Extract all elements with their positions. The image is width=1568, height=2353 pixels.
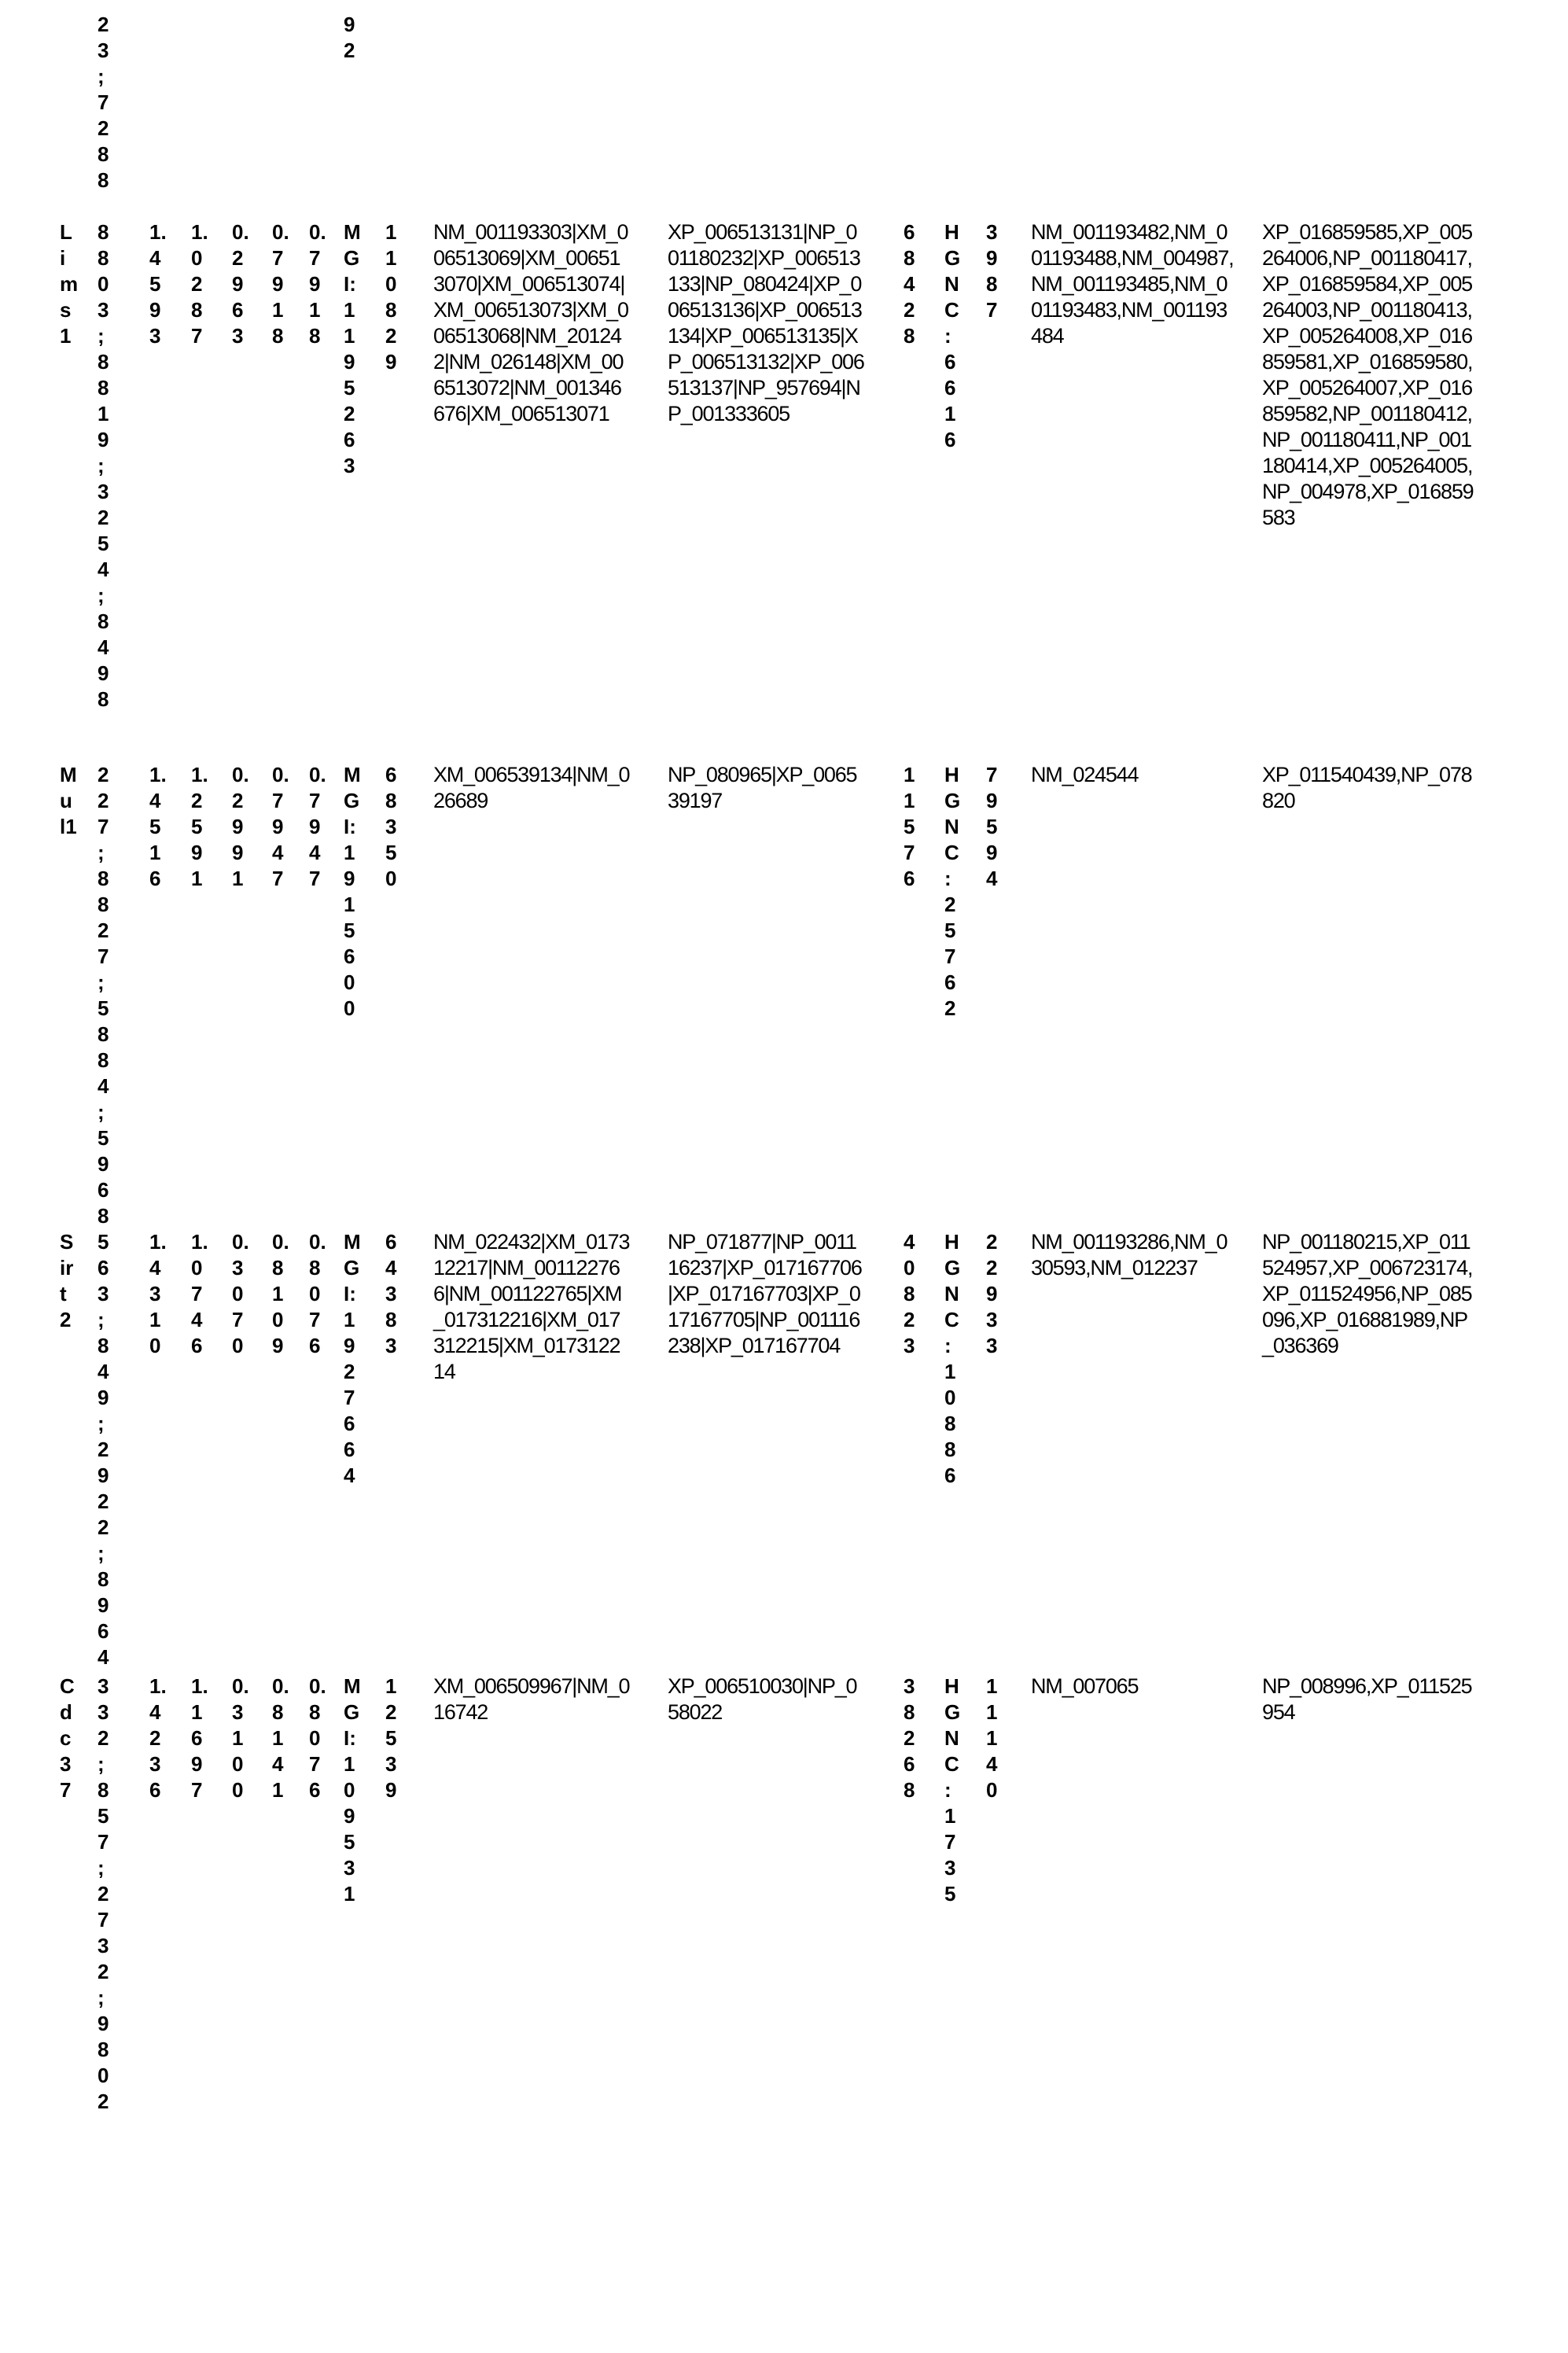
human-number: 3987	[986, 219, 1003, 323]
value-4: 0.7918	[272, 219, 289, 349]
value-5: 0.8076	[309, 1229, 326, 1359]
hgnc-id: HGNC:1735	[944, 1674, 962, 1907]
mouse-gene-id: 68350	[385, 762, 403, 892]
value-3: 0.3100	[232, 1674, 249, 1803]
value-1: 1.4516	[149, 762, 167, 892]
positions-cell: 8803;8819;3254;8498	[98, 219, 115, 713]
positions-cell: 563;849;2922;8964	[98, 1229, 115, 1670]
gene-symbol: Mul1	[60, 762, 77, 840]
human-refseq-protein: XP_016859585,XP_005264006,NP_001180417,XP_016859584,XP_005264003,NP_001180413,XP_005264008,XP_016859581,XP_016859580,XP_005264007,XP_016859582,NP_001180412,NP_001180411,NP_001180414,XP_005264005,NP_004978,XP_016859583	[1262, 219, 1474, 531]
positions-cell: 23;7288	[98, 12, 115, 193]
hgnc-id: HGNC:25762	[944, 762, 962, 1022]
value-4: 0.8141	[272, 1674, 289, 1803]
human-refseq-mrna: NM_001193286,NM_030593,NM_012237	[1031, 1229, 1235, 1281]
human-refseq-protein: XP_011540439,NP_078820	[1262, 762, 1474, 814]
mouse-refseq-mrna: XM_006539134|NM_026689	[433, 762, 630, 814]
mgi-id: MGI:109531	[344, 1674, 361, 1907]
mouse-gene-id: 12539	[385, 1674, 403, 1803]
human-refseq-protein: NP_001180215,XP_011524957,XP_006723174,XP_011524956,NP_085096,XP_016881989,NP_036369	[1262, 1229, 1474, 1359]
value-5: 0.8076	[309, 1674, 326, 1803]
positions-cell: 227;8827;5884;5968	[98, 762, 115, 1229]
gene-symbol: Cdc37	[60, 1674, 77, 1803]
mouse-gene-id: 110829	[385, 219, 403, 375]
value-2: 1.1697	[191, 1674, 208, 1803]
mouse-refseq-mrna: NM_001193303|XM_006513069|XM_006513070|XM_006513074|XM_006513073|XM_006513068|NM_201242|NM_026148|XM_006513072|NM_001346676|XM_006513071	[433, 219, 630, 427]
mgi-id: MGI:1195263	[344, 219, 361, 479]
mouse-refseq-protein: XP_006513131|NP_001180232|XP_006513133|NP_080424|XP_006513136|XP_006513134|XP_006513135|XP_006513132|XP_006513137|NP_957694|NP_001333605	[668, 219, 864, 427]
value-4: 0.8109	[272, 1229, 289, 1359]
human-gene-id: 38268	[904, 1674, 921, 1803]
human-refseq-mrna: NM_024544	[1031, 762, 1235, 788]
mouse-refseq-mrna: XM_006509967|NM_016742	[433, 1674, 630, 1725]
value-2: 1.0287	[191, 219, 208, 349]
mouse-refseq-protein: NP_080965|XP_006539197	[668, 762, 864, 814]
mouse-refseq-protein: NP_071877|NP_001116237|XP_017167706|XP_017167703|XP_017167705|NP_001116238|XP_017167704	[668, 1229, 864, 1359]
gene-symbol: Sirt2	[60, 1229, 77, 1333]
mgi-id: 92	[344, 12, 361, 64]
value-1: 1.4236	[149, 1674, 167, 1803]
human-number: 11140	[986, 1674, 1003, 1803]
value-1: 1.4310	[149, 1229, 167, 1359]
mouse-gene-id: 64383	[385, 1229, 403, 1359]
human-refseq-mrna: NM_007065	[1031, 1674, 1235, 1699]
value-3: 0.3070	[232, 1229, 249, 1359]
value-4: 0.7947	[272, 762, 289, 892]
positions-cell: 332;857;2732;9802	[98, 1674, 115, 2115]
mgi-id: MGI:1915600	[344, 762, 361, 1022]
value-2: 1.2591	[191, 762, 208, 892]
hgnc-id: HGNC:10886	[944, 1229, 962, 1489]
value-3: 0.2963	[232, 219, 249, 349]
human-number: 22933	[986, 1229, 1003, 1359]
human-number: 79594	[986, 762, 1003, 892]
mouse-refseq-mrna: NM_022432|XM_017312217|NM_001122766|NM_001122765|XM_017312216|XM_017312215|XM_017312214	[433, 1229, 630, 1385]
value-2: 1.0746	[191, 1229, 208, 1359]
value-3: 0.2991	[232, 762, 249, 892]
gene-symbol: Lims1	[60, 219, 77, 349]
human-refseq-protein: NP_008996,XP_011525954	[1262, 1674, 1474, 1725]
human-gene-id: 11576	[904, 762, 921, 892]
value-5: 0.7918	[309, 219, 326, 349]
hgnc-id: HGNC:6616	[944, 219, 962, 453]
human-gene-id: 40823	[904, 1229, 921, 1359]
value-5: 0.7947	[309, 762, 326, 892]
value-1: 1.4593	[149, 219, 167, 349]
human-refseq-mrna: NM_001193482,NM_001193488,NM_004987,NM_001193485,NM_001193483,NM_001193484	[1031, 219, 1235, 349]
mgi-id: MGI:1927664	[344, 1229, 361, 1489]
mouse-refseq-protein: XP_006510030|NP_058022	[668, 1674, 864, 1725]
human-gene-id: 68428	[904, 219, 921, 349]
